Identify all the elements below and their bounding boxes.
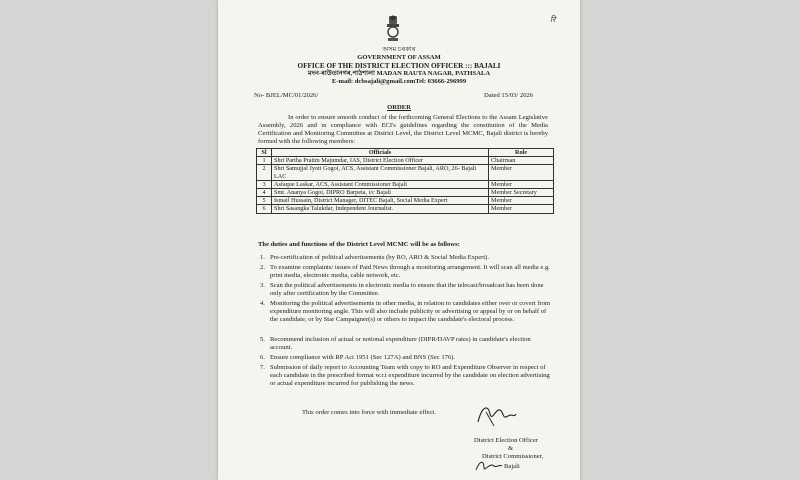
- cell-role: Member: [489, 205, 554, 213]
- contact-line: E-mail: dcbsajali@gmail.comTel: 03666-296999: [331, 78, 467, 85]
- order-title: ORDER: [387, 104, 411, 111]
- intro-paragraph: In order to ensure smooth conduct of the forthcoming General Elections to the Assam Legislative Assembly, 2026 and in compliance with ECI's guidelines regarding the constitution of the Media Certification and Monitoring Committee at District Level, the District Level MCMC, Bajali district is hereby formed with the following members:: [258, 114, 548, 145]
- duty-text: To examine complaints/ issues of Paid News through a monitoring arrangement. It will scan all media e.g. print media, electronic media, cable network, etc.: [270, 264, 550, 279]
- cell-role: Chairman: [489, 157, 554, 165]
- duty-text: Monitoring the political advertisements in other media, in relation to candidates either over or covert from expenditure monitoring angle. This will also include publicity or advertising or appeal by or on behalf of the candidate, or by Star Campaigner(s) or others to impact the candidate's electoral process.: [270, 300, 551, 323]
- cell-official: Smt. Ananya Gogoi, DIPRO Barpeta, i/c Bajali: [272, 189, 489, 197]
- table-row: [257, 157, 554, 165]
- reference-number: No- BJEL/MC/01/2026/: [254, 92, 319, 99]
- table-row: [257, 197, 554, 205]
- corner-handwritten-mark: रि: [550, 15, 556, 24]
- cell-official: Asfaque Laskar, ACS, Assistant Commissioner Bajali: [272, 180, 489, 188]
- signatory-ampersand: &: [508, 445, 514, 452]
- signatory-title: District Election Officer: [474, 437, 538, 444]
- cell-sl: 5: [257, 197, 272, 205]
- duty-number: 1.: [260, 254, 265, 261]
- cell-role: Member: [489, 180, 554, 188]
- office-heading: OFFICE OF THE DISTRICT ELECTION OFFICER ::: BAJALI: [297, 62, 501, 70]
- cell-role: Member Secretary: [489, 189, 554, 197]
- duty-item: [260, 254, 554, 262]
- cell-sl: 4: [257, 189, 272, 197]
- duty-number: 6.: [260, 354, 265, 361]
- duty-text: Recommend inclusion of actual or notional expenditure (DIPR/DAVP rates) in candidate's election account.: [270, 336, 531, 351]
- duty-text: Submission of daily report to Accounting Team with copy to RO and Expenditure Observer in respect of each candidate in the prescribed format w.r.t expenditure incurred by the candidate on election advertising or actual expenditure incurred for publishing the news.: [270, 364, 550, 387]
- cell-role: Member: [489, 197, 554, 205]
- signatory-district: Bajali: [504, 463, 520, 470]
- cell-official: Shri Samujjal Jyoti Gogoi, ACS, Assistant Commissioner Bajali, ARO, 26- Bajali LAC: [272, 165, 489, 180]
- cell-role: Member: [489, 165, 554, 180]
- duty-text: Ensure compliance with RP Act 1951 (Sec 127A) and BNS (Sec 176).: [270, 354, 456, 361]
- table-row: [257, 180, 554, 188]
- assamese-heading: অসম চৰকাৰ: [382, 46, 416, 53]
- col-header-role: Role: [489, 149, 554, 157]
- cell-official: Ismail Hussain, District Manager, DITEC Bajali, Social Media Expert: [272, 197, 489, 205]
- col-header-sl: Sl: [257, 149, 272, 157]
- duty-item: [260, 336, 554, 352]
- cell-official: Shri Partha Pratim Majumdar, IAS, District Election Officer: [272, 157, 489, 165]
- duty-text: Pre-certification of political advertisements (by RO, ARO & Social Media Expert).: [270, 254, 490, 261]
- cell-official: Shri Sasangka Talukdar, Independent Journalist.: [272, 205, 489, 213]
- order-date: Dated 15/03/ 2026: [484, 92, 534, 99]
- duty-number: 5.: [260, 336, 265, 343]
- cell-sl: 6: [257, 205, 272, 213]
- initials-icon: [474, 458, 504, 474]
- signature-icon: [472, 400, 520, 430]
- duty-number: 7.: [260, 364, 265, 371]
- duty-item: [260, 264, 554, 280]
- duty-number: 3.: [260, 282, 265, 289]
- signatory-title-2: District Commissioner,: [482, 453, 544, 460]
- table-header-row: [257, 149, 554, 157]
- cell-sl: 1: [257, 157, 272, 165]
- duties-heading: The duties and functions of the District Level MCMC will be as follows:: [258, 241, 460, 248]
- duty-item: [260, 282, 554, 298]
- state-emblem-icon: [382, 14, 404, 44]
- cell-sl: 3: [257, 180, 272, 188]
- duty-number: 4.: [260, 300, 265, 307]
- address-line: মদন-ৰাউতানগৰ,পাঠশালা MADAN RAUTA NAGAR, PATHSALA: [307, 70, 491, 77]
- cell-sl: 2: [257, 165, 272, 180]
- duty-text: Scan the political advertisements in electronic media to ensure that the telecast/broadcast has been done only after certification by the Committee.: [270, 282, 544, 297]
- closing-statement: This order comes into force with immediate effect.: [302, 409, 436, 416]
- duty-number: 2.: [260, 264, 265, 271]
- col-header-officials: Officials: [272, 149, 489, 157]
- order-document: [218, 0, 580, 480]
- table-row: [257, 189, 554, 197]
- members-table: [256, 148, 554, 214]
- table-row: [257, 165, 554, 180]
- government-heading: GOVERNMENT OF ASSAM: [357, 54, 441, 61]
- table-row: [257, 205, 554, 213]
- duty-item: [260, 364, 554, 388]
- duty-item: [260, 354, 554, 362]
- duty-item: [260, 300, 554, 324]
